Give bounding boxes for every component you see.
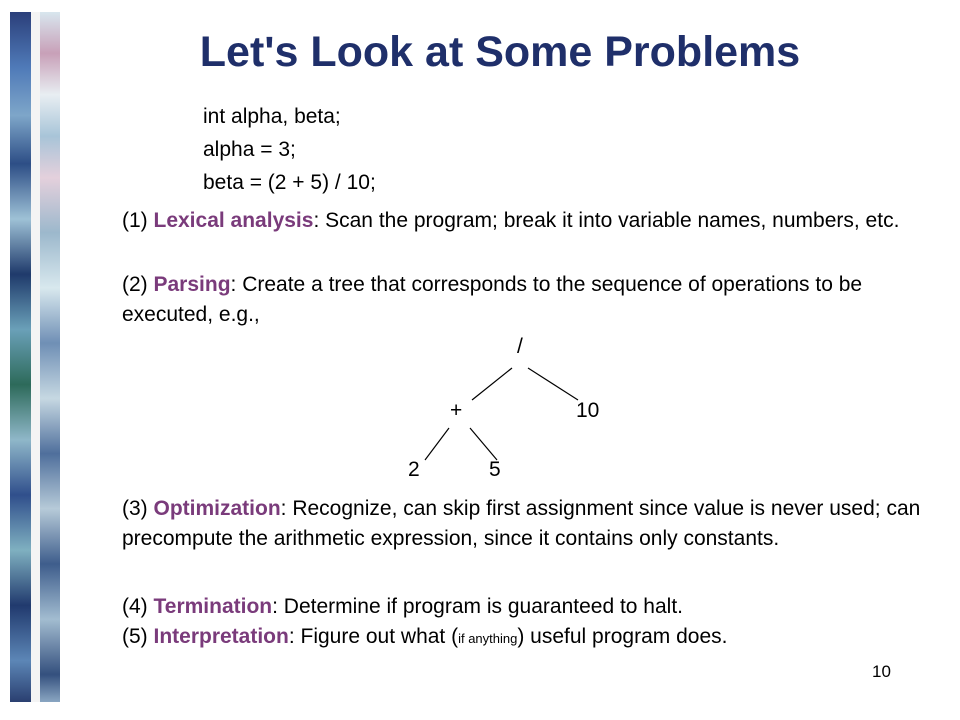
step-number: (4): [122, 595, 154, 618]
edge-root-plus: [472, 368, 512, 400]
edge-root-ten: [528, 368, 578, 400]
step-text-small: if anything: [458, 631, 518, 646]
step-number: (2): [122, 273, 154, 296]
tree-node-five: 5: [489, 458, 501, 481]
step-termination: [122, 592, 922, 622]
step-text: : Figure out what (: [288, 625, 459, 648]
step-text: ) useful program does.: [517, 625, 728, 648]
step-keyword: Lexical analysis: [153, 209, 314, 232]
step-number: (3): [122, 497, 154, 520]
step-keyword: Optimization: [153, 497, 281, 520]
step-optimization: [122, 494, 922, 554]
tree-node-two: 2: [408, 458, 420, 481]
tree-node-plus: +: [450, 399, 463, 422]
code-line: alpha = 3;: [203, 138, 296, 161]
step-text: : Scan the program; break it into variable names, numbers, etc.: [313, 209, 900, 232]
step-interpretation: [122, 622, 922, 654]
tree-node-divide: /: [517, 335, 523, 358]
step-number: (1): [122, 209, 154, 232]
edge-plus-five: [470, 428, 497, 460]
step-text: : Create a tree that corresponds to the sequence of operations to be executed, e.g.,: [122, 273, 863, 326]
code-line: beta = (2 + 5) / 10;: [203, 171, 376, 194]
step-keyword: Termination: [153, 595, 273, 618]
step-text: : Determine if program is guaranteed to halt.: [272, 595, 683, 618]
edge-plus-two: [425, 428, 449, 460]
code-line: int alpha, beta;: [203, 105, 341, 128]
page-number: 10: [872, 662, 891, 681]
page-title: Let's Look at Some Problems: [199, 28, 801, 76]
tree-node-ten: 10: [576, 399, 600, 422]
step-keyword: Interpretation: [153, 625, 289, 648]
step-number: (5): [122, 625, 154, 648]
step-text: : Recognize, can skip first assignment since value is never used; can precompute the arithmetic expression, since it contains only constants.: [122, 497, 921, 550]
step-keyword: Parsing: [153, 273, 231, 296]
